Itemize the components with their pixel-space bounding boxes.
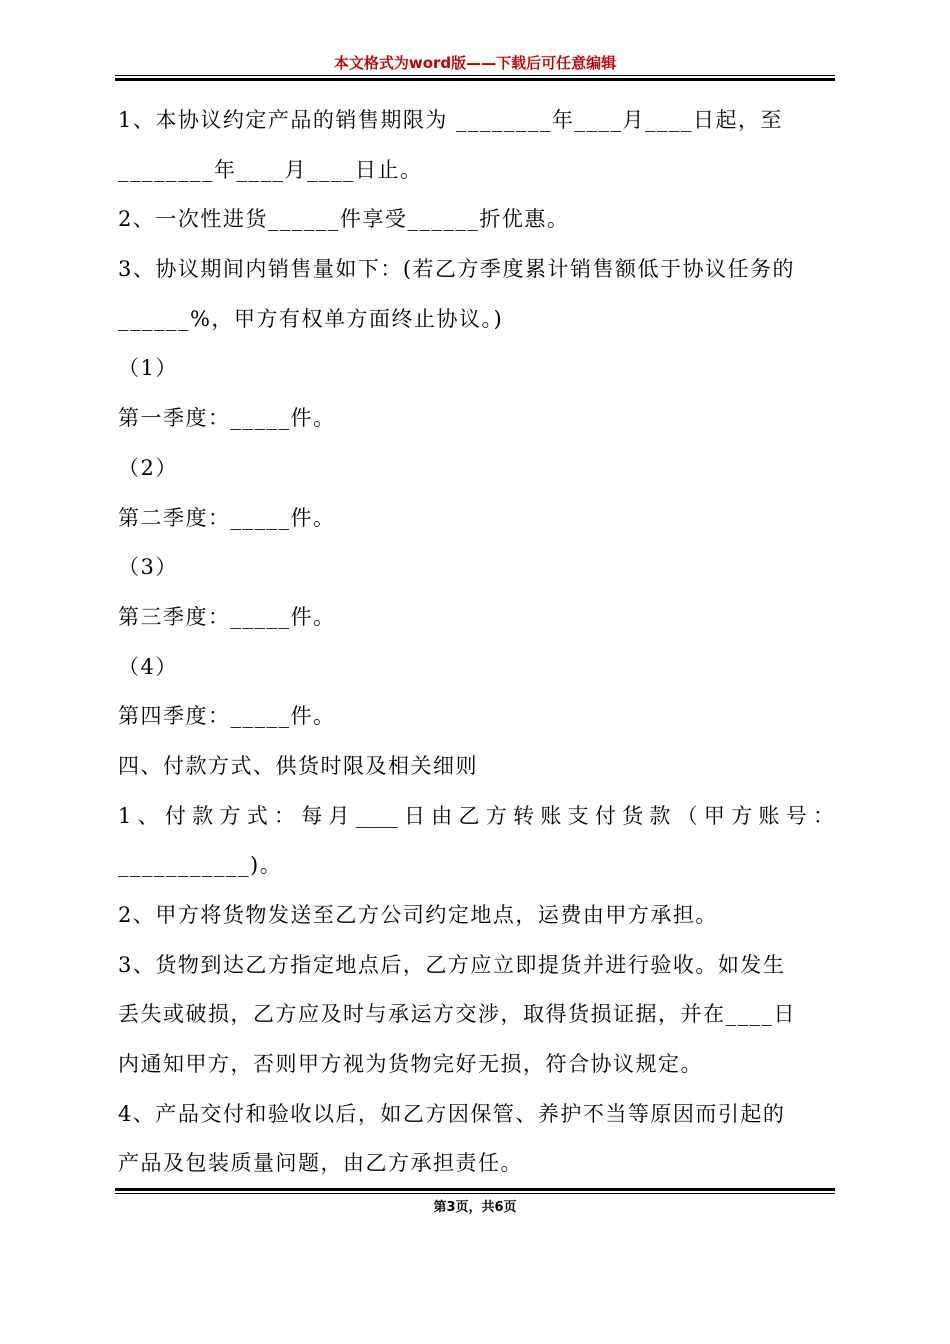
text-line: 第二季度：_____件。 xyxy=(118,505,336,530)
text-line: （4） xyxy=(118,654,178,679)
text-line: 第四季度：_____件。 xyxy=(118,704,336,729)
page-number: 第3页，共6页 xyxy=(433,1200,517,1215)
text-line: 第三季度：_____件。 xyxy=(118,604,336,629)
text-line: ________年____月____日止。 xyxy=(118,157,423,182)
text-line: 第一季度：_____件。 xyxy=(118,406,336,431)
text-line: 2、一次性进货______件享受______折优惠。 xyxy=(118,207,570,232)
document-body xyxy=(118,96,834,1189)
text-line: （2） xyxy=(118,455,178,480)
header-rule-thick xyxy=(115,78,835,81)
text-line: （3） xyxy=(118,555,178,580)
text-line: 4、产品交付和验收以后，如乙方因保管、养护不当等原因而引起的 xyxy=(118,1101,786,1126)
text-line: 1、付款方式：每月____日由乙方转账支付货款（甲方账号： xyxy=(118,803,834,828)
text-line: 丢失或破损，乙方应及时与承运方交涉，取得货损证据，并在____日 xyxy=(118,1002,796,1027)
text-line: 3、货物到达乙方指定地点后，乙方应立即提货并进行验收。如发生 xyxy=(118,952,786,977)
text-line: ___________)。 xyxy=(118,853,283,878)
header-rule-thin xyxy=(115,75,835,76)
text-line: （1） xyxy=(118,356,178,381)
text-line: 产品及包装质量问题，由乙方承担责任。 xyxy=(118,1151,523,1176)
footer-rule-thick xyxy=(115,1188,835,1191)
text-line: ______%，甲方有权单方面终止协议。) xyxy=(118,306,504,331)
header-banner: 本文格式为word版——下载后可任意编辑 xyxy=(333,54,617,72)
text-line: 内通知甲方，否则甲方视为货物完好无损，符合协议规定。 xyxy=(118,1052,703,1077)
footer-rule-thin xyxy=(115,1193,835,1194)
text-line: 1、本协议约定产品的销售期限为 ________年____月____日起，至 xyxy=(118,108,784,132)
text-line: 2、甲方将货物发送至乙方公司约定地点，运费由甲方承担。 xyxy=(118,903,718,927)
section-heading: 四、付款方式、供货时限及相关细则 xyxy=(118,753,478,778)
text-line: 3、协议期间内销售量如下：(若乙方季度累计销售额低于协议任务的 xyxy=(118,257,796,282)
